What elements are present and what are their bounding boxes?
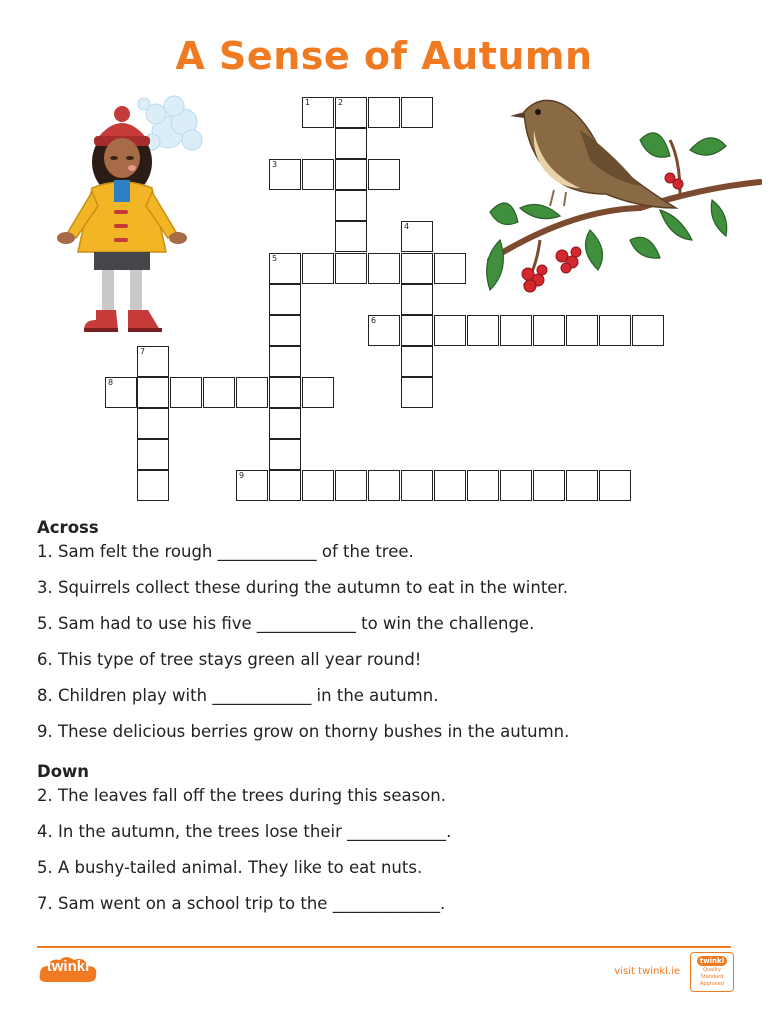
across-clue-1: 1. Sam felt the rough ____________ of the tree. [37,542,414,561]
crossword-cell[interactable] [368,470,400,501]
clue-number: 5 [272,254,278,263]
crossword-cell[interactable] [401,315,433,346]
clues-section [37,518,737,930]
crossword-cell[interactable] [599,470,631,501]
girl-illustration [48,92,208,342]
crossword-cell[interactable] [137,377,169,408]
crossword-cell[interactable] [170,377,202,408]
crossword-cell[interactable] [137,346,169,377]
crossword-cell[interactable] [368,253,400,284]
crossword-cell[interactable] [269,408,301,439]
crossword-cell[interactable] [533,470,565,501]
crossword-cell[interactable] [269,470,301,501]
across-clue-6: 6. This type of tree stays green all year round! [37,650,422,669]
crossword-cell[interactable] [533,315,565,346]
crossword-cell[interactable] [335,159,367,190]
clue-number: 1 [305,98,311,107]
crossword-cell[interactable] [632,315,664,346]
crossword-cell[interactable] [302,470,334,501]
crossword-cell[interactable] [368,97,400,128]
crossword-cell[interactable] [269,377,301,408]
visit-link[interactable]: visit twinkl.ie [614,966,680,977]
crossword-cell[interactable] [302,97,334,128]
across-clue-9: 9. These delicious berries grow on thorny bushes in the autumn. [37,722,570,741]
crossword-cell[interactable] [335,190,367,221]
crossword-cell[interactable] [368,315,400,346]
twinkl-logo[interactable] [38,954,98,986]
crossword-cell[interactable] [566,470,598,501]
crossword-cell[interactable] [566,315,598,346]
clue-number: 3 [272,160,278,169]
crossword-cell[interactable] [500,470,532,501]
crossword-cell[interactable] [434,315,466,346]
crossword-cell[interactable] [236,377,268,408]
crossword-cell[interactable] [269,253,301,284]
crossword-cell[interactable] [137,439,169,470]
crossword-cell[interactable] [335,221,367,252]
crossword-cell[interactable] [335,128,367,159]
crossword-cell[interactable] [467,470,499,501]
crossword-cell[interactable] [401,221,433,252]
clue-number: 2 [338,98,344,107]
clue-number: 7 [140,347,146,356]
crossword-cell[interactable] [269,439,301,470]
crossword-cell[interactable] [269,159,301,190]
across-clue-8: 8. Children play with ____________ in the autumn. [37,686,439,705]
crossword-cell[interactable] [335,253,367,284]
crossword-cell[interactable] [335,470,367,501]
crossword-cell[interactable] [302,159,334,190]
crossword-cell[interactable] [401,284,433,315]
down-clue-4: 4. In the autumn, the trees lose their ____________. [37,822,452,841]
crossword-cell[interactable] [269,284,301,315]
crossword-cell[interactable] [599,315,631,346]
across-heading: Across [37,518,99,537]
crossword-cell[interactable] [434,470,466,501]
crossword-cell[interactable] [203,377,235,408]
down-heading: Down [37,762,90,781]
clue-number: 4 [404,222,410,231]
across-clue-3: 3. Squirrels collect these during the autumn to eat in the winter. [37,578,568,597]
clue-number: 6 [371,316,377,325]
crossword-cell[interactable] [467,315,499,346]
crossword-cell[interactable] [236,470,268,501]
crossword-cell[interactable] [368,159,400,190]
crossword-cell[interactable] [302,377,334,408]
clue-number: 9 [239,471,245,480]
crossword-cell[interactable] [302,253,334,284]
across-clue-5: 5. Sam had to use his five ____________ to win the challenge. [37,614,535,633]
down-clue-5: 5. A bushy-tailed animal. They like to eat nuts. [37,858,423,877]
crossword-cell[interactable] [105,377,137,408]
crossword-cell[interactable] [335,97,367,128]
down-clue-7: 7. Sam went on a school trip to the _____________. [37,894,446,913]
crossword-cell[interactable] [137,408,169,439]
badge-text: Quality Standard Approved [700,967,724,987]
crossword-cell[interactable] [137,470,169,501]
crossword-cell[interactable] [401,97,433,128]
logo-text: twinkl [46,958,90,975]
page-title: A Sense of Autumn [175,34,593,78]
bird-branch-illustration [480,90,762,305]
crossword-cell[interactable] [434,253,466,284]
clue-number: 8 [108,378,114,387]
badge-logo: twinkl [697,956,727,966]
crossword-cell[interactable] [401,377,433,408]
footer-divider [37,946,731,948]
down-clue-2: 2. The leaves fall off the trees during this season. [37,786,447,805]
crossword-cell[interactable] [269,346,301,377]
crossword-cell[interactable] [401,346,433,377]
crossword-cell[interactable] [401,253,433,284]
crossword-cell[interactable] [401,470,433,501]
crossword-cell[interactable] [500,315,532,346]
crossword-cell[interactable] [269,315,301,346]
quality-badge [690,952,734,992]
